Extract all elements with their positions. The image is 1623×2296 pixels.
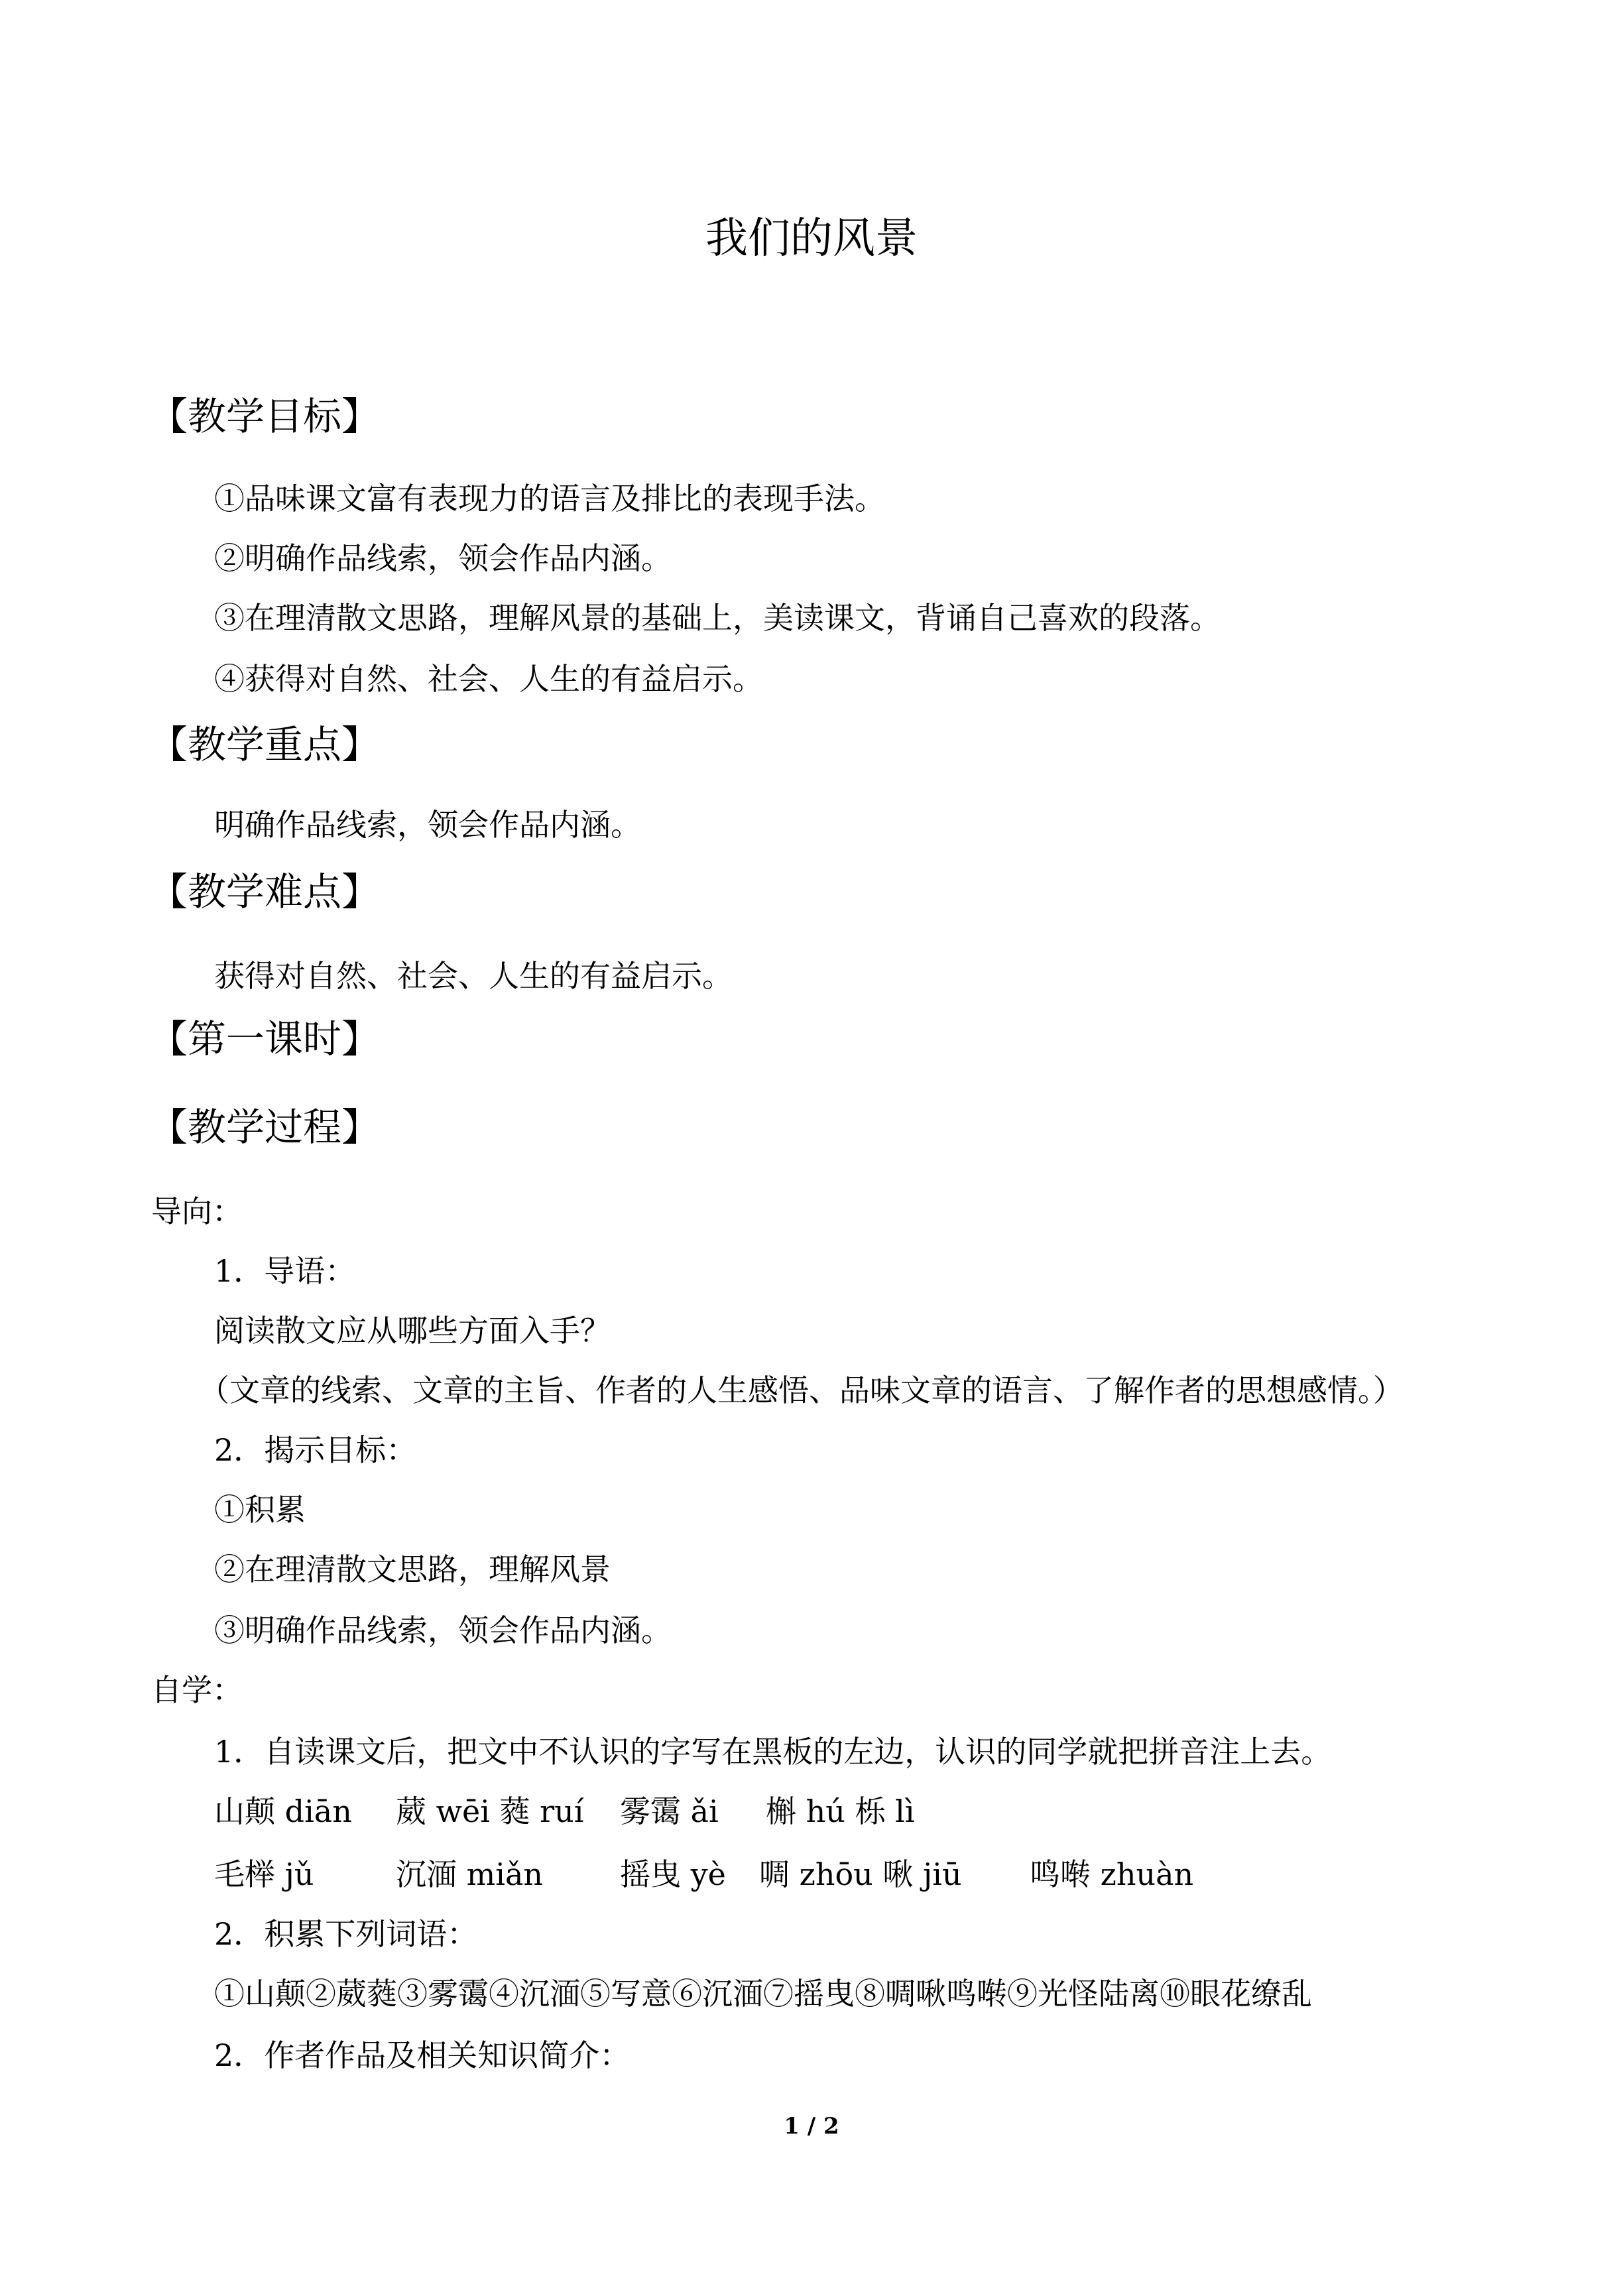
pinyin-entry: 葳 wēi 蕤 ruí bbox=[396, 1793, 584, 1829]
pinyin-entry: 鸣啭 zhuàn bbox=[1030, 1856, 1194, 1892]
self-study-label: 自学： bbox=[151, 1672, 243, 1708]
objective-item: ④获得对自然、社会、人生的有益启示。 bbox=[214, 661, 763, 697]
objective-item: ①品味课文富有表现力的语言及排比的表现手法。 bbox=[214, 481, 885, 516]
page-number: 1 / 2 bbox=[784, 2113, 839, 2140]
goal-item: ②在理清散文思路，理解风景 bbox=[214, 1551, 611, 1587]
goal-item: ③明确作品线索，领会作品内涵。 bbox=[214, 1612, 672, 1648]
objective-item: ③在理清散文思路，理解风景的基础上，美读课文，背诵自己喜欢的段落。 bbox=[214, 600, 1221, 636]
self-study-step-1: 1．自读课文后，把文中不认识的字写在黑板的左边，认识的同学就把拼音注上去。 bbox=[214, 1734, 1332, 1770]
pinyin-entry: 啁 zhōu 啾 jiū bbox=[759, 1856, 962, 1892]
intro-label: 导向： bbox=[151, 1193, 243, 1229]
pinyin-entry: 毛榉 jǔ bbox=[214, 1856, 314, 1892]
intro-step-1: 1．导语： bbox=[214, 1253, 356, 1289]
pinyin-entry: 槲 hú 栎 lì bbox=[766, 1793, 915, 1829]
self-study-step-2: 2．积累下列词语： bbox=[214, 1916, 478, 1952]
pinyin-entry: 摇曳 yè bbox=[620, 1856, 726, 1892]
pinyin-entry: 雾霭 ǎi bbox=[620, 1793, 719, 1829]
goal-item: ①积累 bbox=[214, 1492, 306, 1528]
heading-objectives: 【教学目标】 bbox=[149, 394, 381, 439]
pinyin-entry: 沉湎 miǎn bbox=[396, 1856, 544, 1892]
heading-key-point: 【教学重点】 bbox=[149, 722, 381, 767]
key-point-text: 明确作品线索，领会作品内涵。 bbox=[214, 807, 641, 843]
self-study-step-3: 2．作者作品及相关知识简介： bbox=[214, 2037, 631, 2073]
intro-answer: （文章的线索、文章的主旨、作者的人生感悟、品味文章的语言、了解作者的思想感情。） bbox=[199, 1372, 1404, 1408]
heading-lesson: 【第一课时】 bbox=[149, 1016, 381, 1061]
intro-step-2: 2．揭示目标： bbox=[214, 1432, 417, 1468]
difficulty-text: 获得对自然、社会、人生的有益启示。 bbox=[214, 958, 733, 994]
heading-difficulty: 【教学难点】 bbox=[149, 869, 381, 914]
objective-item: ②明确作品线索，领会作品内涵。 bbox=[214, 540, 672, 576]
intro-question: 阅读散文应从哪些方面入手？ bbox=[214, 1313, 611, 1349]
pinyin-entry: 山颠 diān bbox=[214, 1793, 352, 1829]
vocabulary-list: ①山颠②葳蕤③雾霭④沉湎⑤写意⑥沉湎⑦摇曳⑧啁啾鸣啭⑨光怪陆离⑩眼花缭乱 bbox=[214, 1976, 1312, 2012]
heading-process: 【教学过程】 bbox=[149, 1105, 381, 1150]
page-title: 我们的风景 bbox=[705, 214, 918, 263]
